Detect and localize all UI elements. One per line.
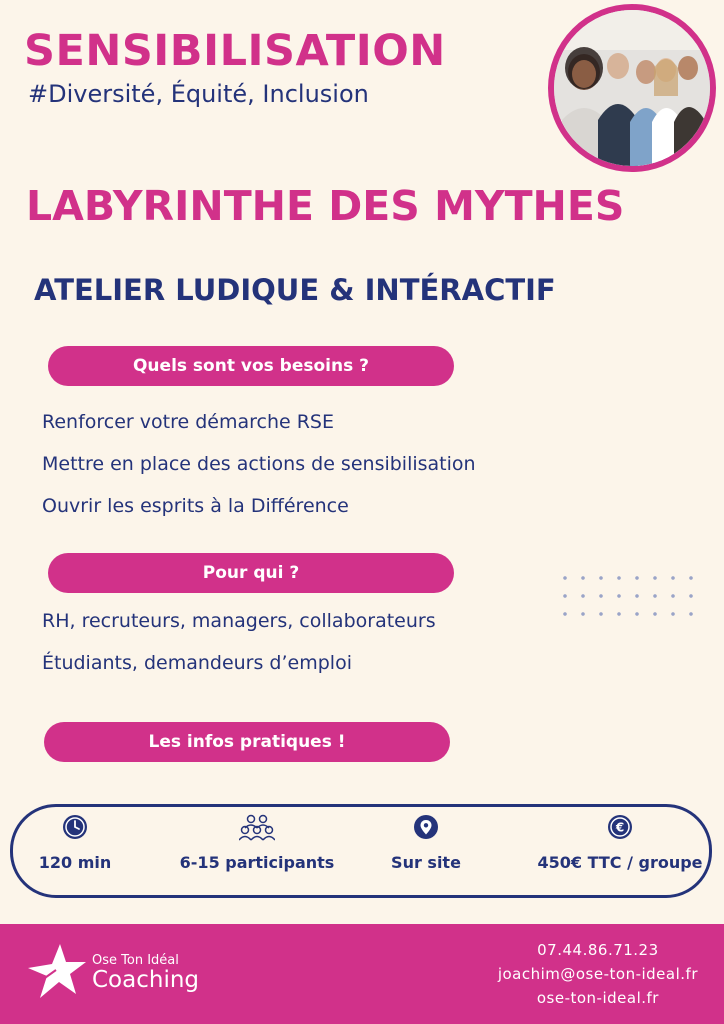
phone-number[interactable]: 07.44.86.71.23	[537, 941, 659, 959]
team-photo	[548, 4, 716, 172]
participants-label: 6-15 participants	[179, 853, 335, 872]
audience-heading: Pour qui ?	[48, 553, 454, 593]
website-link[interactable]: ose-ton-ideal.fr	[536, 989, 659, 1007]
page-title: SENSIBILISATION	[24, 26, 446, 76]
price-label: 450€ TTC / groupe	[537, 853, 703, 872]
audience-list	[42, 600, 436, 684]
logo-small-text: Ose Ton Idéal	[92, 953, 179, 968]
list-item: RH, recruteurs, managers, collaborateurs	[42, 610, 436, 632]
svg-text:€: €	[615, 820, 625, 835]
euro-icon	[607, 813, 633, 841]
logo-big-text: Coaching	[92, 967, 200, 993]
list-item: Renforcer votre démarche RSE	[42, 411, 334, 433]
contact-block	[498, 938, 698, 1010]
participants-item	[167, 807, 347, 895]
footer	[0, 924, 724, 1024]
location-item	[381, 807, 471, 895]
needs-heading: Quels sont vos besoins ?	[48, 346, 454, 386]
email-address[interactable]: joachim@ose-ton-ideal.fr	[497, 965, 698, 983]
location-label: Sur site	[391, 853, 461, 872]
star-icon	[26, 940, 88, 1006]
location-pin-icon	[413, 813, 439, 841]
price-item	[529, 807, 711, 895]
list-item: Étudiants, demandeurs d’emploi	[42, 652, 352, 674]
practical-info-box	[10, 804, 712, 898]
duration-item	[33, 807, 117, 895]
duration-label: 120 min	[38, 853, 112, 872]
hashtag-line: #Diversité, Équité, Inclusion	[28, 80, 369, 108]
list-item: Ouvrir les esprits à la Différence	[42, 495, 349, 517]
group-icon	[239, 813, 275, 841]
decorative-dot-grid	[556, 569, 702, 627]
needs-list	[42, 401, 476, 527]
brand-logo	[26, 940, 199, 1006]
clock-icon	[62, 813, 88, 841]
practical-heading: Les infos pratiques !	[44, 722, 450, 762]
list-item: Mettre en place des actions de sensibilisation	[42, 453, 476, 475]
workshop-title: LABYRINTHE DES MYTHES	[26, 182, 625, 230]
workshop-subtitle: ATELIER LUDIQUE & INTÉRACTIF	[34, 273, 556, 307]
